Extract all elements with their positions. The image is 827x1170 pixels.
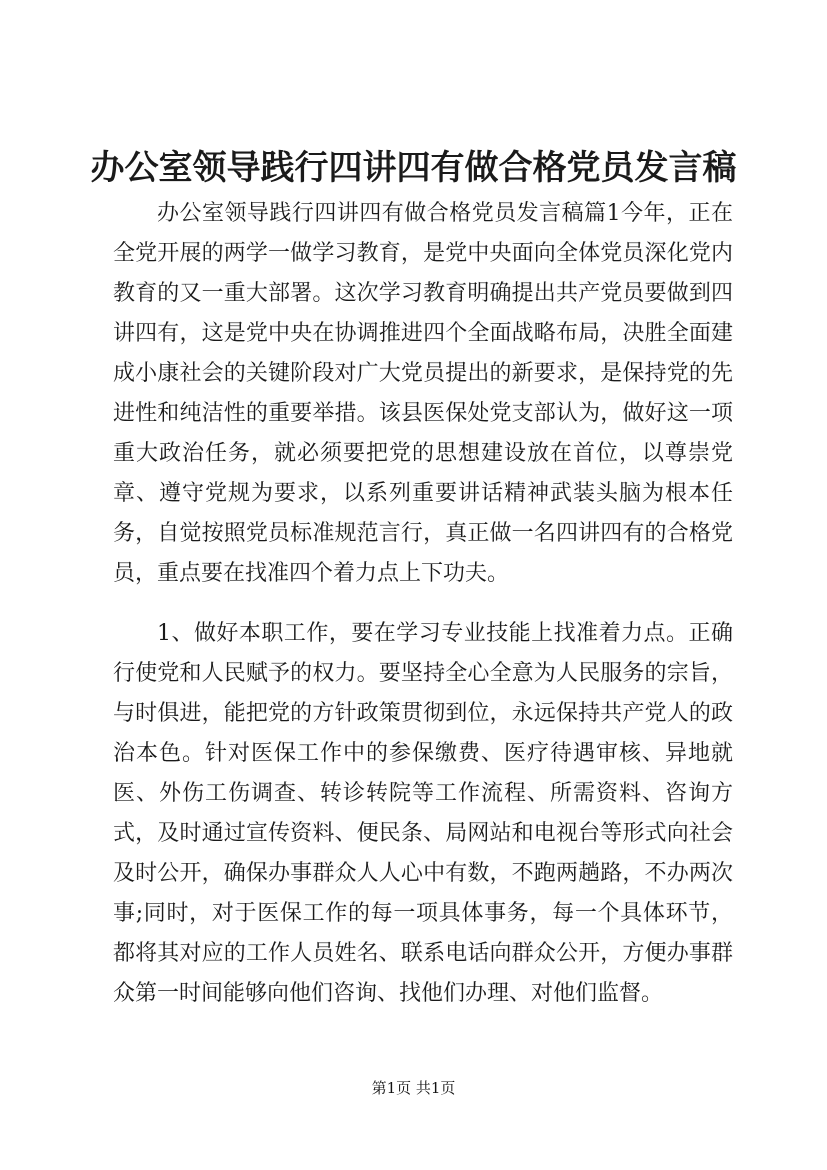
- paragraph-intro: 办公室领导践行四讲四有做合格党员发言稿篇1今年，正在全党开展的两学一做学习教育，是党中央面向全体党员深化党内教育的又一重大部署。这次学习教育明确提出共产党员要做到四讲四有，这是党中央在协调推进四个全面战略布局，决胜全面建成小康社会的关键阶段对广大党员提出的新要求，是保持党的先进性和纯洁性的重要举措。该县医保处党支部认为，做好这一项重大政治任务，就必须要把党的思想建设放在首位，以尊崇党章、遵守党规为要求，以系列重要讲话精神武装头脑为根本任务，自觉按照党员标准规范言行，真正做一名四讲四有的合格党员，重点要在找准四个着力点上下功夫。: [113, 201, 733, 586]
- page-footer: 第1页 共1页: [371, 1079, 456, 1097]
- document-title: 办公室领导践行四讲四有做合格党员发言稿: [90, 148, 737, 188]
- paragraph-point-1: 1、做好本职工作，要在学习专业技能上找准着力点。正确行使党和人民赋予的权力。要坚持全心全意为人民服务的宗旨，与时俱进，能把党的方针政策贯彻到位，永远保持共产党人的政治本色。针对医保工作中的参保缴费、医疗待遇审核、异地就医、外伤工伤调查、转诊转院等工作流程、所需资料、咨询方式，及时通过宣传资料、便民条、局网站和电视台等形式向社会及时公开，确保办事群众人人心中有数，不跑两趟路，不办两次事;同时，对于医保工作的每一项具体事务，每一个具体环节，都将其对应的工作人员姓名、联系电话向群众公开，方便办事群众第一时间能够向他们咨询、找他们办理、对他们监督。: [113, 621, 733, 1006]
